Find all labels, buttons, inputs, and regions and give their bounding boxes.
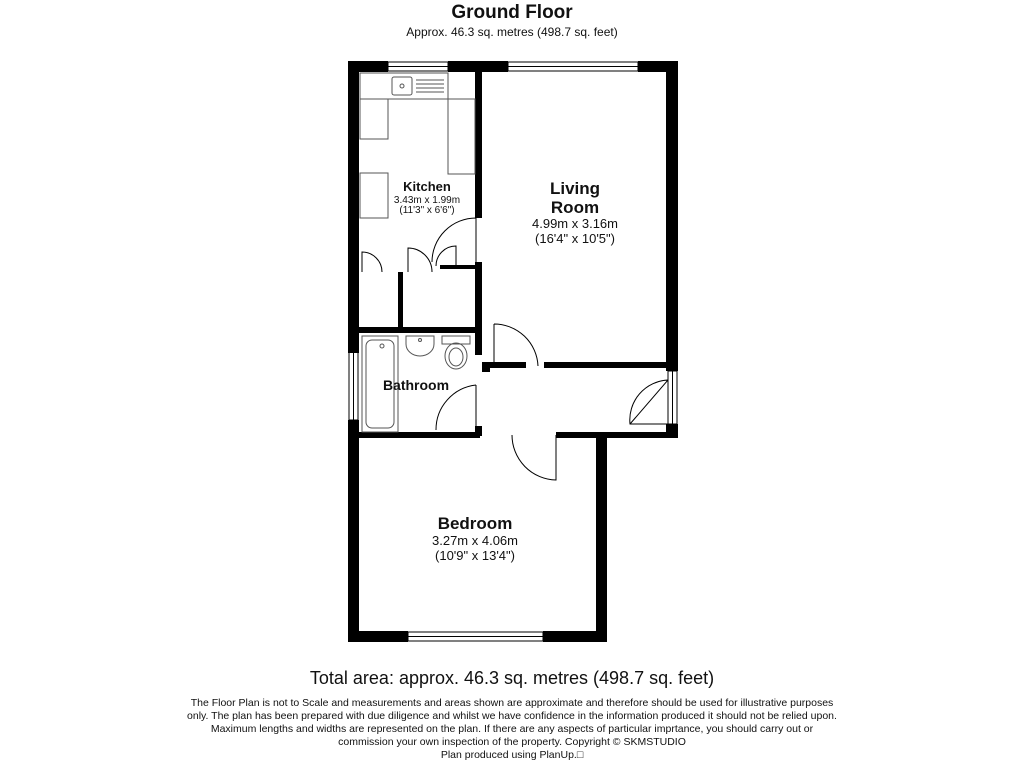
door-cupboard-left <box>362 252 382 272</box>
toilet-bowl <box>445 343 467 369</box>
door-bedroom <box>512 435 556 480</box>
wall-bedroom-right <box>596 432 607 642</box>
window-kitchen <box>388 62 448 71</box>
bedroom-label: Bedroom <box>437 514 513 533</box>
wall-right-living <box>666 61 678 371</box>
floor-title: Ground Floor <box>451 2 573 23</box>
total-area: Total area: approx. 46.3 sq. metres (498.7 sq. feet) <box>309 668 715 688</box>
kitchen-appliance <box>360 173 388 218</box>
wall-left-kitchen <box>348 61 359 353</box>
wall-right-hall <box>666 424 678 432</box>
wall-bath-right <box>475 333 482 355</box>
wall-kitchen-living <box>475 72 482 218</box>
toilet-seat <box>449 348 463 366</box>
living-label-line2: Room <box>550 198 600 217</box>
doors <box>362 218 668 480</box>
kitchen-imperial: (11'3" x 6'6") <box>399 205 455 216</box>
wall-bath-bedroom <box>348 432 480 438</box>
sink-drain-icon <box>400 84 404 88</box>
wall-top-mid <box>448 61 508 72</box>
wall-hall-bottom <box>556 432 678 438</box>
kitchen-worktop-left <box>360 99 388 139</box>
disclaimer-line: Plan produced using PlanUp.□ <box>440 749 584 761</box>
window-bedroom <box>408 632 543 641</box>
room-labels <box>383 179 618 563</box>
living-imperial: (16'4" x 10'5") <box>535 231 615 246</box>
door-cupboard-right <box>436 246 456 266</box>
wall-bedroom-left <box>348 432 359 642</box>
door-living <box>494 324 538 366</box>
bedroom-imperial: (10'9" x 13'4") <box>435 548 515 563</box>
bath-tap-icon <box>380 344 384 348</box>
kitchen-worktop-right <box>448 99 475 174</box>
living-label-line1: Living <box>549 179 601 198</box>
drainer-lines <box>416 80 444 92</box>
wall-living-bottom-right <box>544 362 678 368</box>
living-metric: 4.99m x 3.16m <box>532 216 618 231</box>
wall-kitchen-bath <box>348 327 482 333</box>
disclaimer-line: only. The plan has been prepared with due diligence and whilst we have confidence in the information produced it should not be relied upon. <box>187 710 837 722</box>
door-front <box>630 380 668 424</box>
wall-hall-step <box>482 362 490 372</box>
basin-tap-icon <box>419 339 422 342</box>
wall-bedroom-bottom-left <box>348 631 408 642</box>
disclaimer-line: The Floor Plan is not to Scale and measurements and areas shown are approximate and therefore should be used for illustrative purposes <box>190 697 834 709</box>
wall-cupboard-divider <box>398 272 403 330</box>
kitchen-metric: 3.43m x 1.99m <box>393 195 461 206</box>
wall-left-bath-top <box>348 330 359 352</box>
wall-cupboard-top <box>440 265 480 269</box>
wall-kitchen-living-lower <box>475 262 482 330</box>
bathroom-label: Bathroom <box>382 377 450 393</box>
kitchen-label: Kitchen <box>403 179 451 194</box>
door-cupboard-mid <box>408 248 432 272</box>
disclaimer-line: Maximum lengths and widths are represented on the plan. If there are any aspects of particular imprtance, you should carry out or <box>210 723 814 735</box>
window-bathroom <box>349 352 358 420</box>
disclaimer <box>150 697 874 762</box>
window-hall <box>668 371 677 424</box>
bedroom-metric: 3.27m x 4.06m <box>432 533 518 548</box>
disclaimer-line: commission your own inspection of the property. Copyright © SKMSTUDIO <box>338 736 686 748</box>
kitchen-sink <box>392 77 412 95</box>
wall-bedroom-bottom-right <box>543 631 607 642</box>
window-living <box>508 62 638 71</box>
floor-area-subtitle: Approx. 46.3 sq. metres (498.7 sq. feet) <box>406 25 618 39</box>
